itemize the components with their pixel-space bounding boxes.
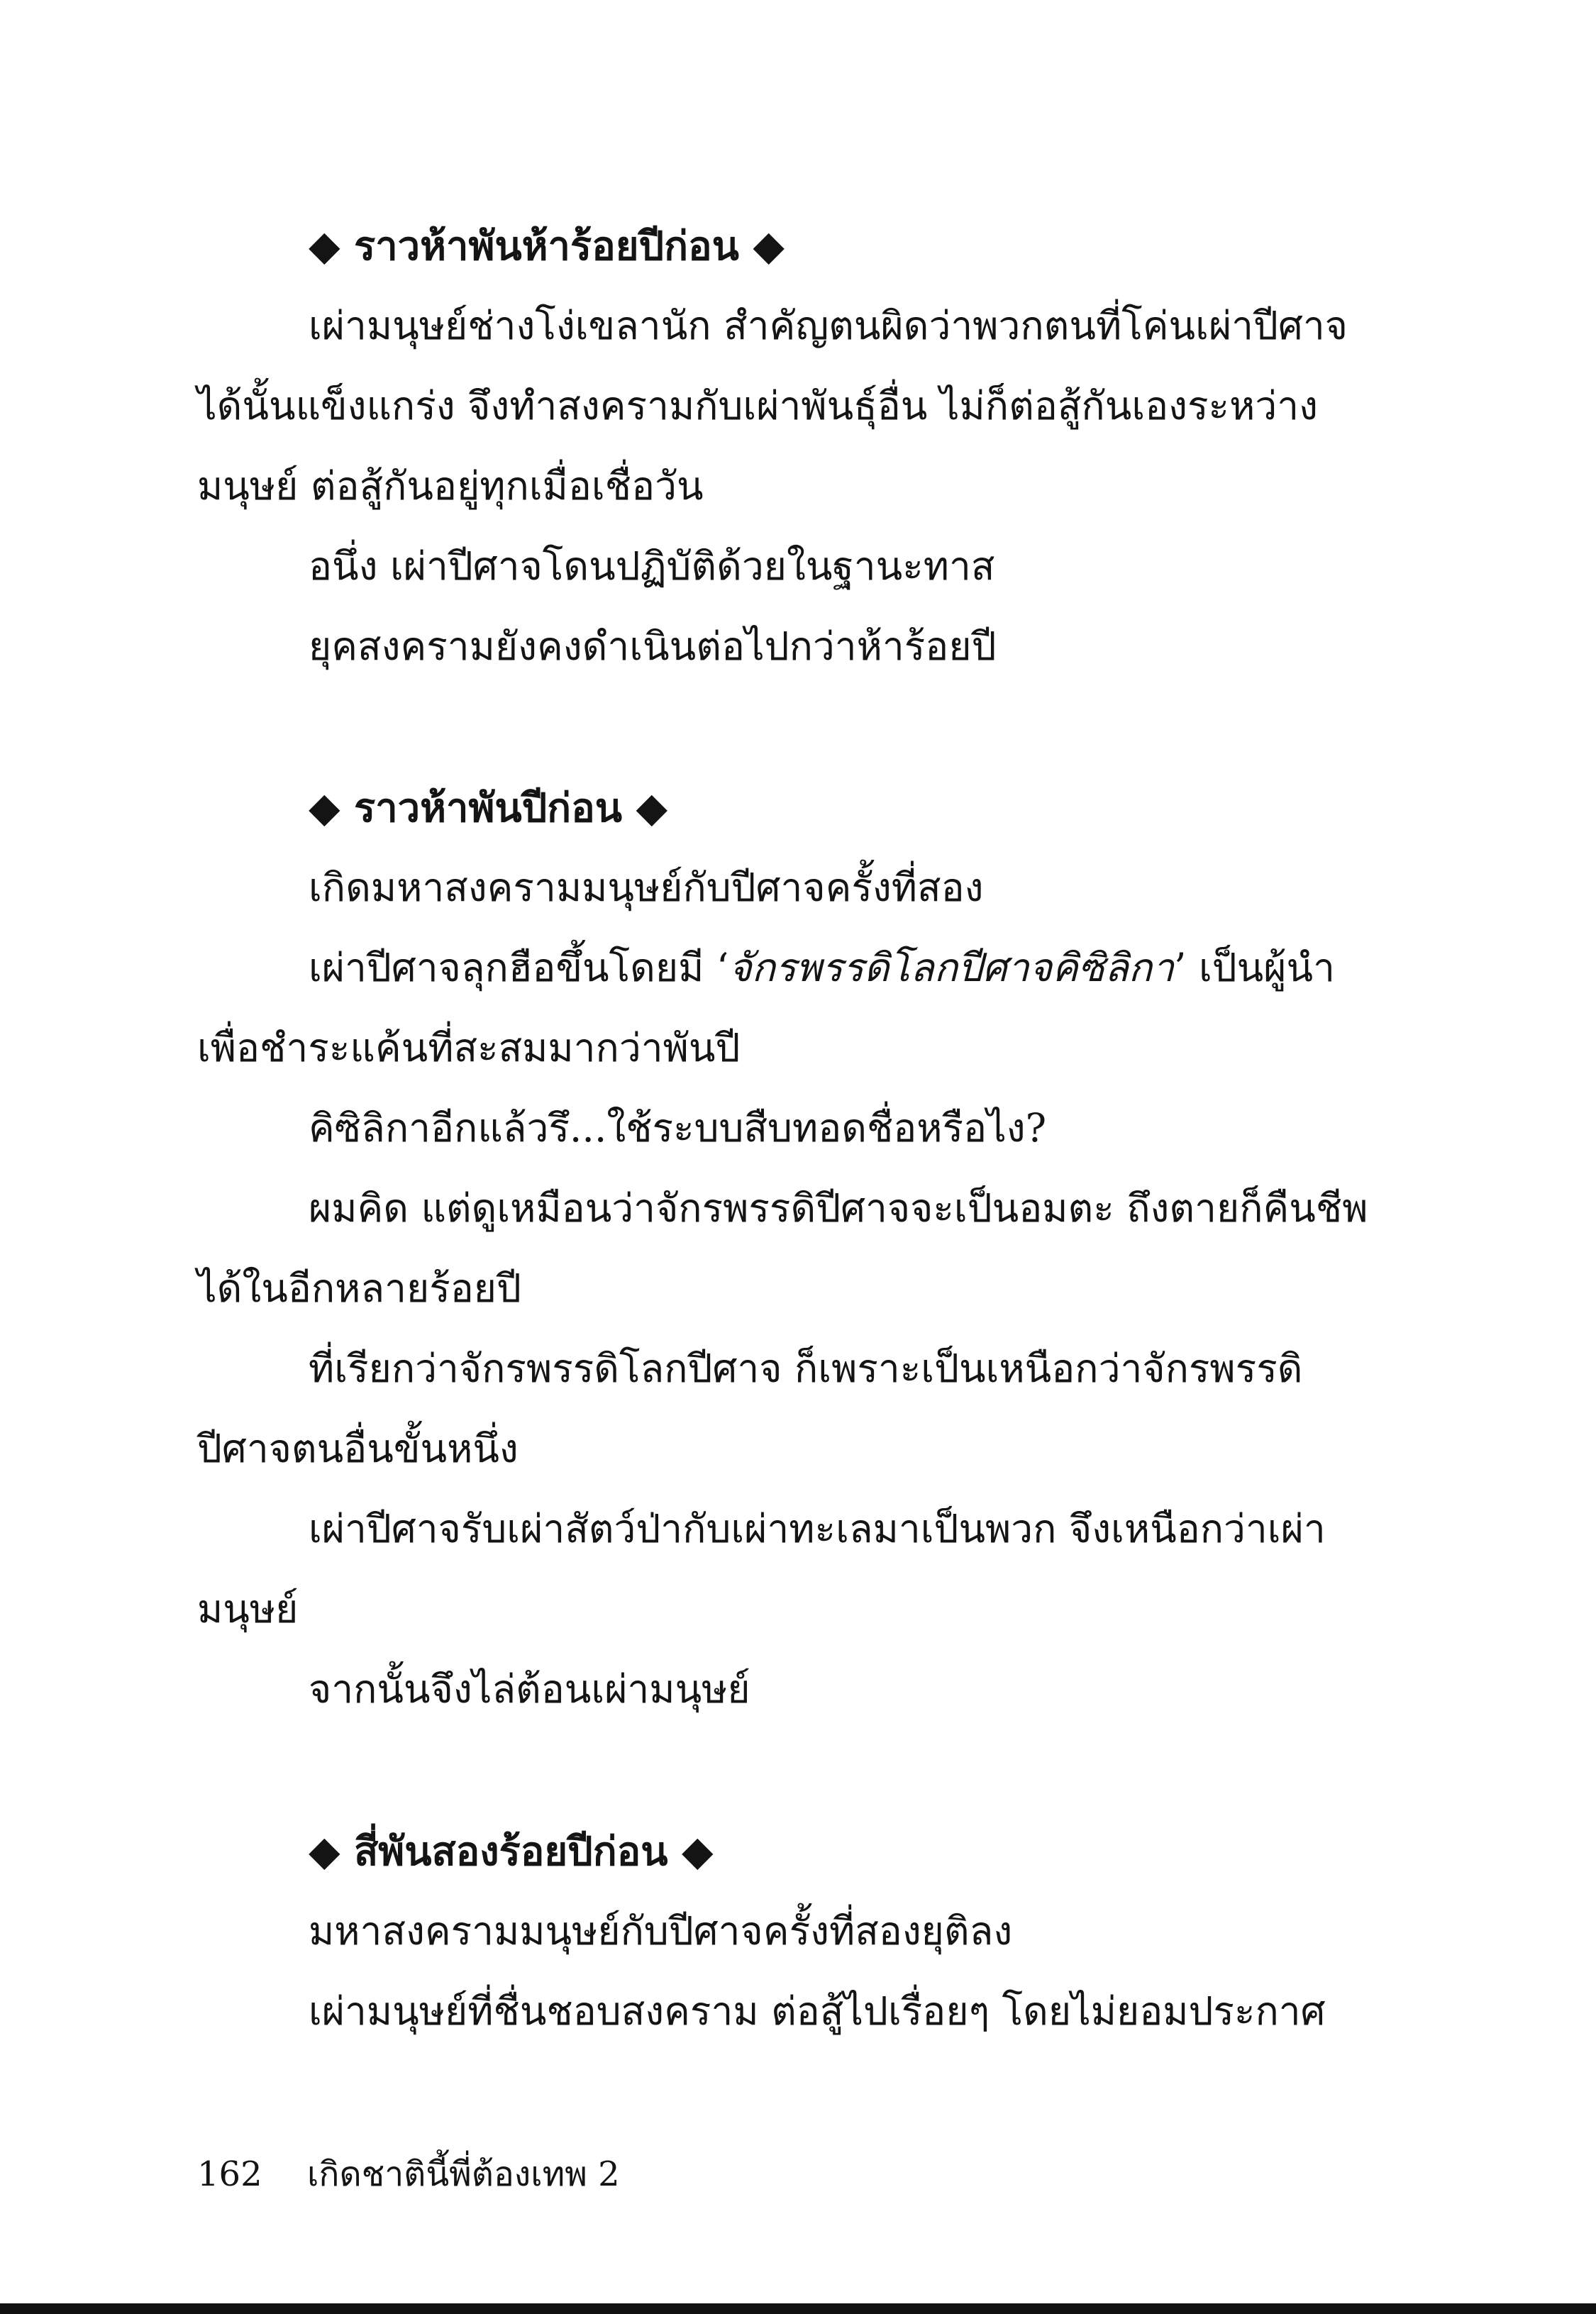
text-segment: เผ่าปีศาจลุกฮือขึ้นโดยมี ‘ (309, 945, 729, 990)
paragraph-line: เผ่ามนุษย์ที่ชื่นชอบสงคราม ต่อสู้ไปเรื่อยๆ โดยไม่ยอมประกาศ (309, 1988, 1326, 2034)
paragraph-line: ได้นั้นแข็งแกร่ง จึงทำสงครามกับเผ่าพันธุ์อื่น ไม่ก็ต่อสู้กันเองระหว่าง (197, 383, 1318, 428)
paragraph-line: ยุคสงครามยังคงดำเนินต่อไปกว่าห้าร้อยปี (309, 624, 997, 669)
text-segment: ’ เป็นผู้นำ (1173, 945, 1335, 990)
heading-text: ราวห้าพันปีก่อน (354, 785, 622, 831)
paragraph-line: เพื่อชำระแค้นที่สะสมมากว่าพันปี (197, 1025, 741, 1070)
paragraph-line: คิซิลิกาอีกแล้วรึ...ใช้ระบบสืบทอดชื่อหรือไง? (309, 1105, 1047, 1151)
paragraph-line: มนุษย์ (197, 1586, 299, 1632)
paragraph-line: ผมคิด แต่ดูเหมือนว่าจักรพรรดิปีศาจจะเป็นอมตะ ถึงตายก็คืนชีพ (309, 1185, 1368, 1231)
bottom-edge-rule (0, 2303, 1596, 2314)
paragraph-line: อนึ่ง เผ่าปีศาจโดนปฏิบัติด้วยในฐานะทาส (309, 543, 995, 589)
book-title: เกิดชาตินี้พี่ต้องเทพ 2 (307, 2154, 620, 2194)
diamond-bullet-icon: ◆ (682, 1827, 714, 1875)
paragraph-line-with-italic (309, 928, 1335, 1007)
diamond-bullet-icon: ◆ (753, 221, 785, 270)
paragraph-line: ที่เรียกว่าจักรพรรดิโลกปีศาจ ก็เพราะเป็นเหนือกว่าจักรพรรดิ (309, 1346, 1303, 1391)
paragraph-line: จากนั้นจึงไล่ต้อนเผ่ามนุษย์ (309, 1666, 750, 1712)
italic-name: จักรพรรดิโลกปีศาจคิซิลิกา (728, 945, 1174, 990)
diamond-bullet-icon: ◆ (309, 221, 340, 270)
paragraph-line: เผ่ามนุษย์ช่างโง่เขลานัก สำคัญตนผิดว่าพวกตนที่โค่นเผ่าปีศาจ (309, 303, 1348, 348)
paragraph-line: มหาสงครามมนุษย์กับปีศาจครั้งที่สองยุติลง (309, 1908, 1013, 1954)
heading-text: สี่พันสองร้อยปีก่อน (354, 1828, 668, 1875)
diamond-bullet-icon: ◆ (309, 1827, 340, 1875)
paragraph-line: เกิดมหาสงครามมนุษย์กับปีศาจครั้งที่สอง (309, 865, 984, 910)
page-number: 162 (197, 2154, 262, 2194)
section-heading (309, 768, 667, 848)
diamond-bullet-icon: ◆ (309, 783, 340, 831)
section-heading (309, 1811, 714, 1891)
paragraph-line: มนุษย์ ต่อสู้กันอยู่ทุกเมื่อเชื่อวัน (197, 463, 704, 509)
page-footer (197, 2139, 620, 2210)
section-heading (309, 206, 785, 286)
paragraph-line: ปีศาจตนอื่นขั้นหนึ่ง (197, 1426, 519, 1471)
paragraph-line: เผ่าปีศาจรับเผ่าสัตว์ป่ากับเผ่าทะเลมาเป็นพวก จึงเหนือกว่าเผ่า (309, 1506, 1326, 1551)
diamond-bullet-icon: ◆ (636, 783, 668, 831)
heading-text: ราวห้าพันห้าร้อยปีก่อน (354, 223, 739, 270)
paragraph-line: ได้ในอีกหลายร้อยปี (197, 1266, 521, 1311)
